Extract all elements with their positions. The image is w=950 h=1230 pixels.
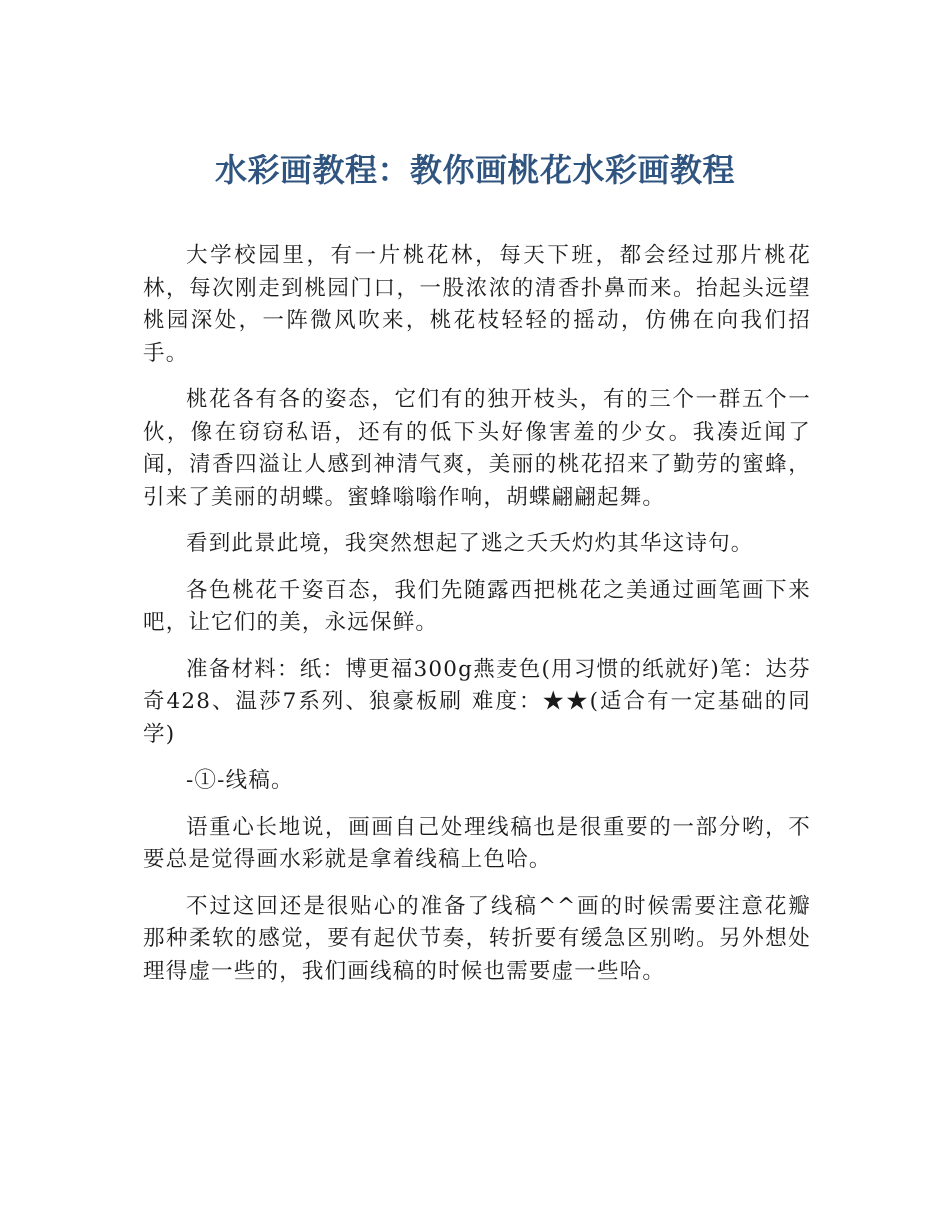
paragraph-1: 大学校园里，有一片桃花林，每天下班，都会经过那片桃花林，每次刚走到桃园门口，一股浓浓的清香扑鼻而来。抬起头远望桃园深处，一阵微风吹来，桃花枝轻轻的摇动，仿佛在向我们招手。 [143, 243, 811, 366]
paragraph-6: -①-线稿。 [186, 768, 294, 793]
paragraph-4: 各色桃花千姿百态，我们先随露西把桃花之美通过画笔画下来吧，让它们的美，永远保鲜。 [143, 577, 811, 635]
paragraph-2: 桃花各有各的姿态，它们有的独开枝头，有的三个一群五个一伙，像在窃窃私语，还有的低下头好像害羞的少女。我凑近闻了闻，清香四溢让人感到神清气爽，美丽的桃花招来了勤劳的蜜蜂，引来了美丽的胡蝶。蜜蜂嗡嗡作响，胡蝶翩翩起舞。 [143, 387, 811, 510]
paragraph-5: 准备材料：纸：博更福300g燕麦色(用习惯的纸就好)笔：达芬奇428、温莎7系列、狼豪板刷 难度：★★(适合有一定基础的同学) [143, 656, 811, 747]
paragraph-7: 语重心长地说，画画自己处理线稿也是很重要的一部分哟，不要总是觉得画水彩就是拿着线稿上色哈。 [143, 814, 811, 872]
paragraph-8: 不过这回还是很贴心的准备了线稿^^画的时候需要注意花瓣那种柔软的感觉，要有起伏节奏，转折要有缓急区别哟。另外想处理得虚一些的，我们画线稿的时候也需要虚一些哈。 [143, 893, 811, 984]
paragraph-3: 看到此景此境，我突然想起了逃之夭夭灼灼其华这诗句。 [186, 531, 754, 556]
document-title: 水彩画教程：教你画桃花水彩画教程 [214, 151, 735, 189]
document-body [143, 240, 811, 1002]
